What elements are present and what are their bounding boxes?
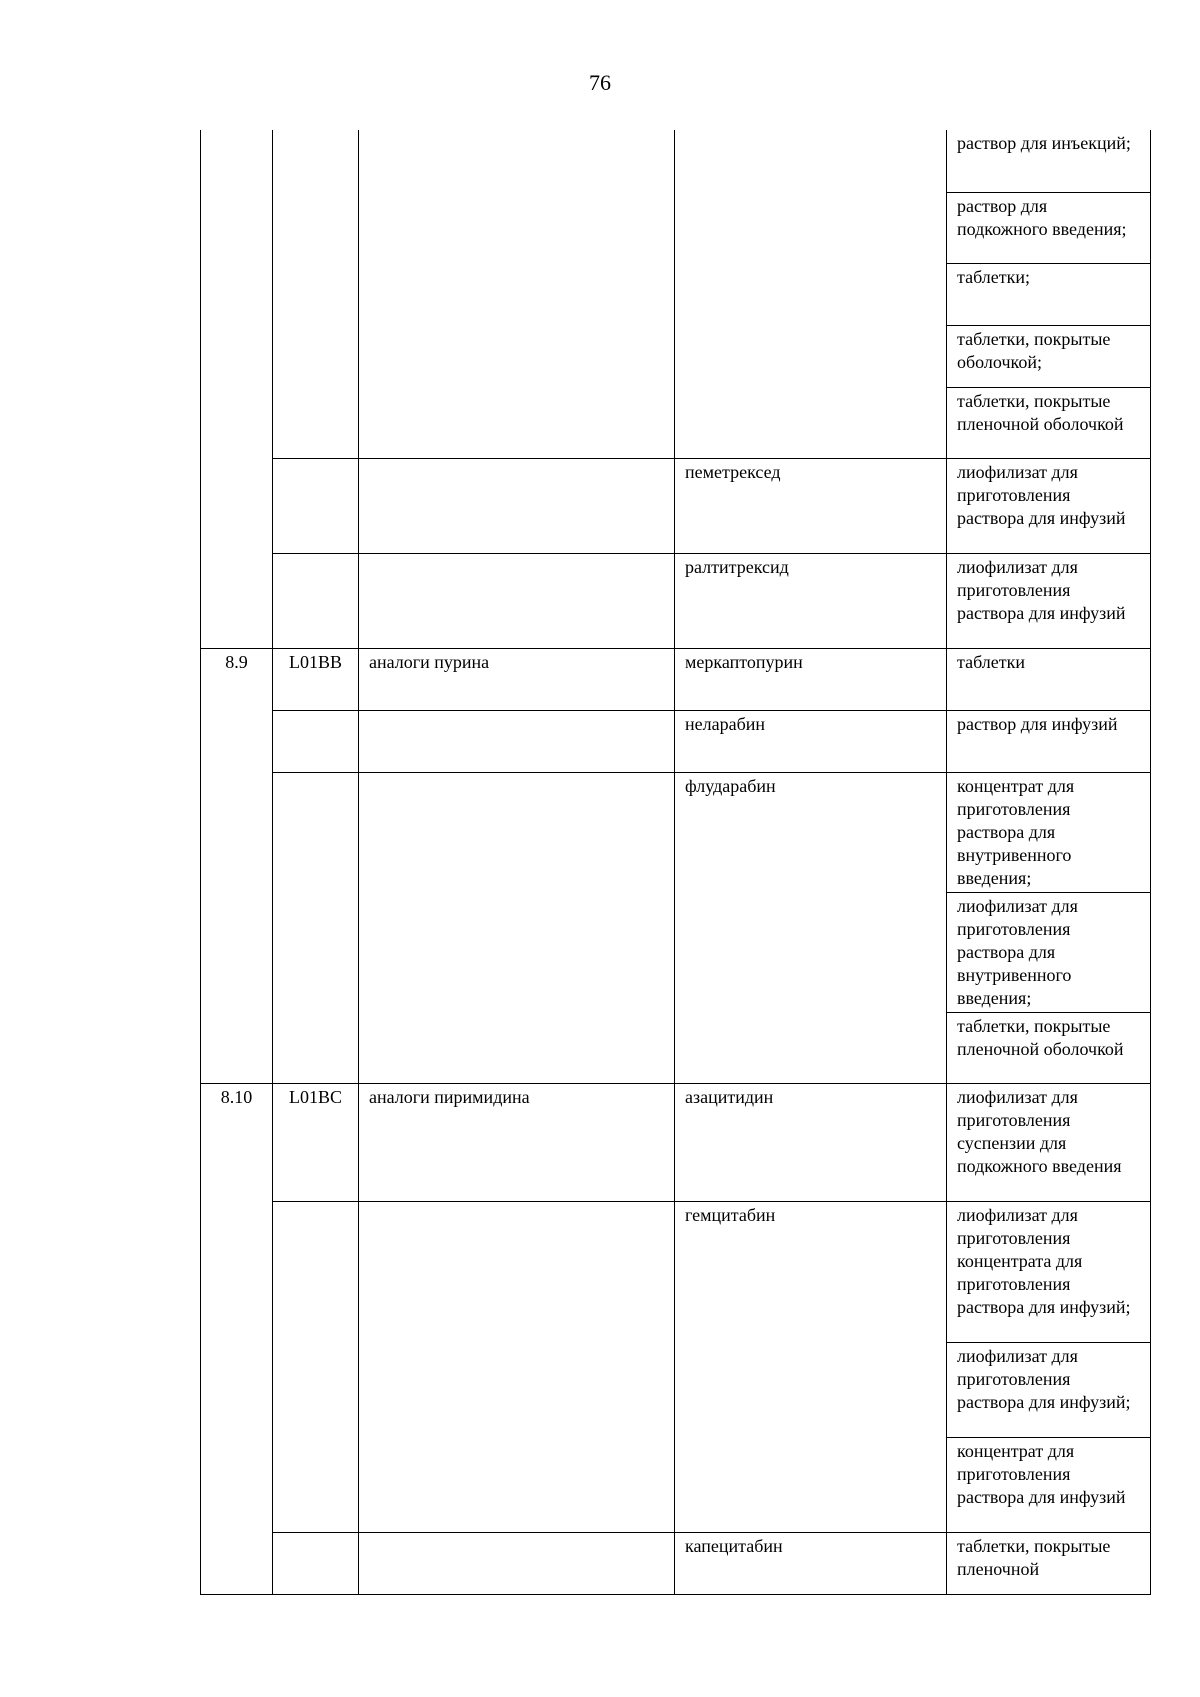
page-number: 76 <box>589 70 611 95</box>
form-cell: таблетки <box>947 648 1151 710</box>
table-row <box>201 710 1151 772</box>
drug-cell: меркаптопурин <box>675 648 947 710</box>
form-cell: лиофилизат для приготовления суспензии для подкожного введения <box>947 1083 1151 1201</box>
table-row <box>201 648 1151 710</box>
group-cell <box>359 710 675 772</box>
code-cell: L01BB <box>273 648 359 710</box>
form-cell: лиофилизат для приготовления раствора для инфузий; <box>947 1342 1151 1437</box>
table-row <box>201 1201 1151 1342</box>
group-cell <box>359 130 675 458</box>
drug-cell <box>675 130 947 458</box>
code-cell <box>273 1201 359 1532</box>
form-cell: таблетки, покрытые пленочной оболочкой <box>947 1012 1151 1083</box>
num-cell: 8.10 <box>201 1083 273 1594</box>
drug-cell: азацитидин <box>675 1083 947 1201</box>
table-row <box>201 130 1151 192</box>
code-cell <box>273 458 359 553</box>
code-cell <box>273 553 359 648</box>
drug-cell: капецитабин <box>675 1532 947 1594</box>
drug-cell: гемцитабин <box>675 1201 947 1532</box>
table-row <box>201 553 1151 648</box>
form-cell: раствор для инфузий <box>947 710 1151 772</box>
group-cell <box>359 553 675 648</box>
form-cell: таблетки; <box>947 263 1151 325</box>
code-cell <box>273 710 359 772</box>
group-cell <box>359 1201 675 1532</box>
form-cell: лиофилизат для приготовления раствора для инфузий <box>947 458 1151 553</box>
table-row <box>201 1083 1151 1201</box>
form-cell: раствор для подкожного введения; <box>947 192 1151 263</box>
table-row <box>201 458 1151 553</box>
form-cell: концентрат для приготовления раствора для инфузий <box>947 1437 1151 1532</box>
group-cell <box>359 1532 675 1594</box>
group-cell <box>359 458 675 553</box>
code-cell <box>273 772 359 1083</box>
form-cell: лиофилизат для приготовления концентрата для приготовления раствора для инфузий; <box>947 1201 1151 1342</box>
form-cell: лиофилизат для приготовления раствора для внутривенного введения; <box>947 892 1151 1012</box>
code-cell <box>273 1532 359 1594</box>
drug-cell: ралтитрексид <box>675 553 947 648</box>
code-cell: L01BC <box>273 1083 359 1201</box>
drug-cell: неларабин <box>675 710 947 772</box>
form-cell: концентрат для приготовления раствора для внутривенного введения; <box>947 772 1151 892</box>
num-cell: 8.9 <box>201 648 273 1083</box>
form-cell: лиофилизат для приготовления раствора для инфузий <box>947 553 1151 648</box>
form-cell: раствор для инъекций; <box>947 130 1151 192</box>
group-cell: аналоги пурина <box>359 648 675 710</box>
drug-cell: флударабин <box>675 772 947 1083</box>
code-cell <box>273 130 359 458</box>
form-cell: таблетки, покрытые пленочной <box>947 1532 1151 1594</box>
group-cell: аналоги пиримидина <box>359 1083 675 1201</box>
table-row <box>201 1532 1151 1594</box>
drug-cell: пеметрексед <box>675 458 947 553</box>
form-cell: таблетки, покрытые пленочной оболочкой <box>947 387 1151 458</box>
form-cell: таблетки, покрытые оболочкой; <box>947 325 1151 387</box>
table-row <box>201 772 1151 892</box>
group-cell <box>359 772 675 1083</box>
num-cell <box>201 130 273 648</box>
drug-table <box>200 130 1151 1595</box>
